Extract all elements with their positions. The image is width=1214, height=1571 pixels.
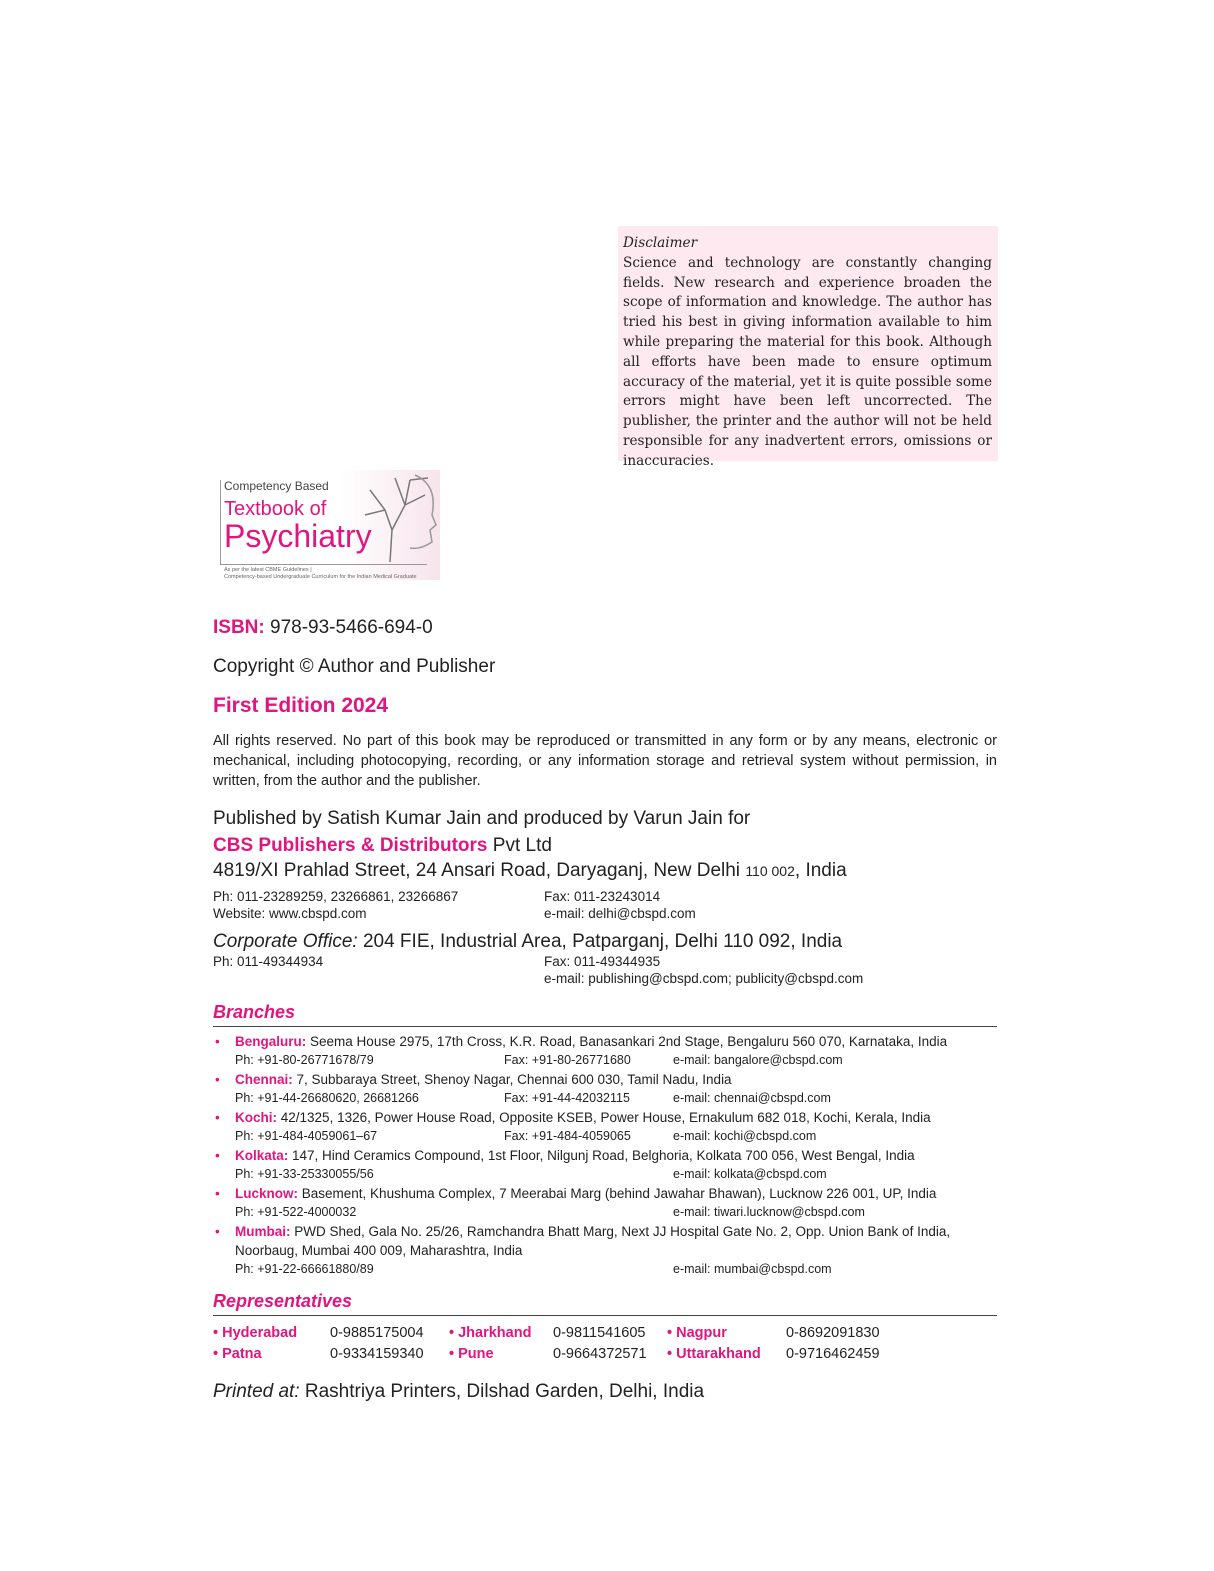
branch-address: 7, Subbaraya Street, Shenoy Nagar, Chennai 600 030, Tamil Nadu, India [296, 1072, 732, 1087]
bullet-icon: • [215, 1034, 220, 1049]
branch-phone: Ph: +91-44-26680620, 26681266 [235, 1091, 419, 1105]
branch-address: Seema House 2975, 17th Cross, K.R. Road, Banasankari 2nd Stage, Bengaluru 560 070, Karnataka, India [310, 1034, 948, 1049]
rep-phone: 0-9664372571 [553, 1346, 647, 1362]
publisher-fax: Fax: 011-23243014 [544, 889, 661, 904]
bullet-icon: • [215, 1072, 220, 1087]
rep-phone: 0-8692091830 [786, 1325, 880, 1341]
branch-city: Mumbai: [235, 1224, 291, 1239]
branch-item [215, 1108, 997, 1146]
divider [213, 1315, 997, 1316]
rep-city: • Pune [449, 1346, 494, 1362]
representatives-list [213, 1325, 997, 1370]
published-by: Published by Satish Kumar Jain and produced by Varun Jain for [213, 808, 751, 829]
rep-city: • Jharkhand [449, 1325, 532, 1341]
branch-email: e-mail: kolkata@cbspd.com [673, 1167, 827, 1181]
corporate-office: Corporate Office: 204 FIE, Industrial Area, Patparganj, Delhi 110 092, India [213, 931, 843, 952]
disclaimer-box [618, 226, 998, 469]
branch-city: Bengaluru: [235, 1034, 307, 1049]
branch-item [215, 1146, 997, 1184]
branch-city: Kolkata: [235, 1148, 289, 1163]
logo-line3: Psychiatry [224, 518, 372, 554]
branch-phone: Ph: +91-80-26771678/79 [235, 1053, 374, 1067]
branch-phone: Ph: +91-522-4000032 [235, 1205, 357, 1219]
book-cover-logo [215, 470, 440, 580]
disclaimer-title: Disclaimer [623, 235, 698, 251]
branch-fax: Fax: +91-44-42032115 [504, 1091, 630, 1105]
branch-address: 147, Hind Ceramics Compound, 1st Floor, Nilgunj Road, Belghoria, Kolkata 700 056, West Bengal, India [292, 1148, 915, 1163]
bullet-icon: • [215, 1148, 220, 1163]
branch-city: Chennai: [235, 1072, 293, 1087]
publisher-name: CBS Publishers & Distributors Pvt Ltd [213, 835, 552, 856]
branch-email: e-mail: tiwari.lucknow@cbspd.com [673, 1205, 865, 1219]
rep-city: • Hyderabad [213, 1325, 298, 1341]
rep-city: • Uttarakhand [667, 1346, 761, 1362]
branch-address: 42/1325, 1326, Power House Road, Opposite KSEB, Power House, Ernakulum 682 018, Kochi, Kerala, India [280, 1110, 931, 1125]
publisher-email: e-mail: delhi@cbspd.com [544, 906, 696, 921]
isbn: ISBN: 978-93-5466-694-0 [213, 617, 433, 638]
branch-city: Lucknow: [235, 1186, 298, 1201]
edition: First Edition 2024 [213, 694, 389, 717]
branch-phone: Ph: +91-33-25330055/56 [235, 1167, 374, 1181]
branches-heading: Branches [213, 1002, 296, 1022]
bullet-icon: • [215, 1186, 220, 1201]
copyright: Copyright © Author and Publisher [213, 656, 496, 677]
rep-phone: 0-9885175004 [330, 1325, 424, 1341]
publisher-phone: Ph: 011-23289259, 23266861, 23266867 [213, 889, 459, 904]
rep-city: • Nagpur [667, 1325, 727, 1341]
printed-at: Printed at: Rashtriya Printers, Dilshad Garden, Delhi, India [213, 1381, 705, 1402]
branch-item [215, 1070, 997, 1108]
branches-list [215, 1032, 997, 1279]
logo-line2: Textbook of [224, 498, 327, 520]
corporate-email: e-mail: publishing@cbspd.com; publicity@cbspd.com [544, 971, 864, 986]
logo-line1: Competency Based [224, 479, 329, 493]
branch-email: e-mail: bangalore@cbspd.com [673, 1053, 843, 1067]
branch-address: PWD Shed, Gala No. 25/26, Ramchandra Bhatt Marg, Next JJ Hospital Gate No. 2, Opp. Union Bank of India, Noorbaug, Mumbai 400 009, Maharashtra, India [235, 1224, 951, 1258]
branch-fax: Fax: +91-80-26771680 [504, 1053, 631, 1067]
branch-item [215, 1222, 997, 1279]
divider [213, 1026, 997, 1027]
disclaimer-body: Science and technology are constantly changing fields. New research and experience broaden the scope of information and knowledge. The author has tried his best in giving information available to him while preparing the material for this book. Although all efforts have been made to ensure optimum accuracy of the material, yet it is quite possible some errors might have been left uncorrected. The publisher, the printer and the author will not be held responsible for any inadvertent errors, omissions or inaccuracies. [623, 254, 992, 469]
branch-city: Kochi: [235, 1110, 277, 1125]
branch-item [215, 1032, 997, 1070]
logo-subtitle: As per the latest CBME Guidelines | Competency-based Undergraduate Curriculum for the Indian Medical Graduate [224, 567, 417, 580]
publisher-website: Website: www.cbspd.com [213, 906, 367, 921]
branch-email: e-mail: chennai@cbspd.com [673, 1091, 831, 1105]
branch-address: Basement, Khushuma Complex, 7 Meerabai Marg (behind Jawahar Bhawan), Lucknow 226 001, UP, India [301, 1186, 937, 1201]
branch-fax: Fax: +91-484-4059065 [504, 1129, 631, 1143]
branch-phone: Ph: +91-22-66661880/89 [235, 1262, 374, 1276]
rep-city: • Patna [213, 1346, 262, 1362]
rep-phone: 0-9811541605 [553, 1325, 646, 1341]
branch-item [215, 1184, 997, 1222]
rep-phone: 0-9716462459 [786, 1346, 880, 1362]
bullet-icon: • [215, 1224, 220, 1239]
tree-head-icon [350, 470, 440, 565]
corporate-phone: Ph: 011-49344934 [213, 954, 324, 969]
corporate-fax: Fax: 011-49344935 [544, 954, 661, 969]
publisher-address: 4819/XI Prahlad Street, 24 Ansari Road, Daryaganj, New Delhi 110 002, India [213, 860, 847, 881]
branch-phone: Ph: +91-484-4059061–67 [235, 1129, 378, 1143]
rep-phone: 0-9334159340 [330, 1346, 424, 1362]
branch-email: e-mail: kochi@cbspd.com [673, 1129, 817, 1143]
branch-email: e-mail: mumbai@cbspd.com [673, 1262, 832, 1276]
bullet-icon: • [215, 1110, 220, 1125]
rights-notice: All rights reserved. No part of this book may be reproduced or transmitted in any form or by any means, electronic or mechanical, including photocopying, recording, or any information storage and retrieval system without permission, in written, from the author and the publisher. [213, 733, 997, 789]
representatives-heading: Representatives [213, 1291, 353, 1311]
